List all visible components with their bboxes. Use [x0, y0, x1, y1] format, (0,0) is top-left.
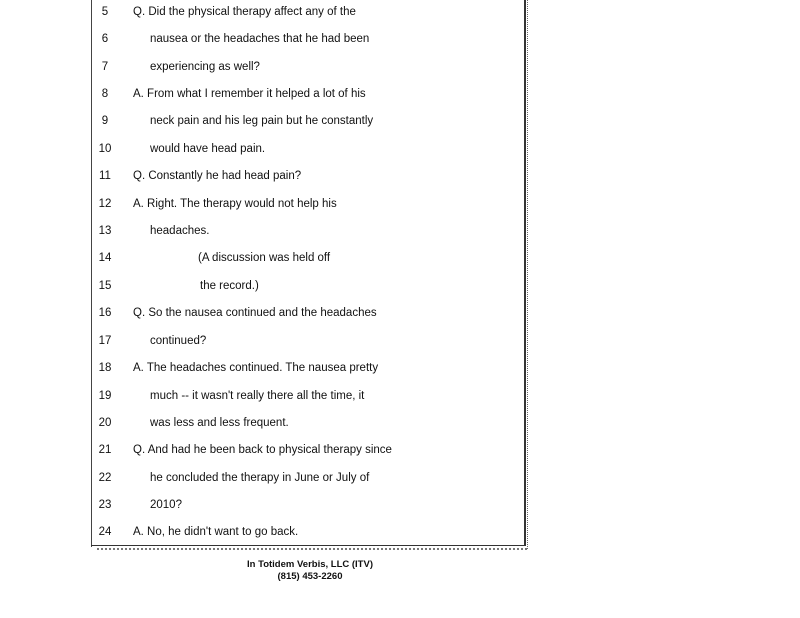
- transcript-line: [0, 276, 520, 296]
- line-text: neck pain and his leg pain but he constantly: [150, 115, 374, 127]
- line-number: 16: [98, 307, 112, 319]
- line-text: much -- it wasn't really there all the time, it: [150, 390, 365, 402]
- line-text: nausea or the headaches that he had been: [150, 33, 370, 45]
- line-text: headaches.: [150, 225, 210, 237]
- line-number: 23: [98, 499, 112, 511]
- transcript-line: [0, 139, 520, 159]
- line-text: Q. So the nausea continued and the headaches: [133, 307, 377, 319]
- transcript-line: [0, 57, 520, 77]
- line-text: A. No, he didn't want to go back.: [133, 526, 299, 538]
- transcript-line: [0, 386, 520, 406]
- line-text: Q. And had he been back to physical therapy since: [133, 444, 392, 456]
- transcript-line: [0, 303, 520, 323]
- line-number: 17: [98, 335, 112, 347]
- transcript-line: [0, 495, 520, 515]
- transcript-line: [0, 166, 520, 186]
- transcript-line: [0, 358, 520, 378]
- line-text: (A discussion was held off: [198, 252, 331, 264]
- transcript-line: [0, 84, 520, 104]
- transcript-line: [0, 221, 520, 241]
- transcript-line: [0, 2, 520, 22]
- line-text: Q. Constantly he had head pain?: [133, 170, 302, 182]
- line-number: 20: [98, 417, 112, 429]
- line-text: the record.): [200, 280, 259, 292]
- line-number: 5: [101, 6, 109, 18]
- line-number: 22: [98, 472, 112, 484]
- line-number: 12: [98, 198, 112, 210]
- line-number: 6: [101, 33, 109, 45]
- line-number: 24: [98, 526, 112, 538]
- line-number: 7: [101, 61, 109, 73]
- transcript-line: [0, 111, 520, 131]
- line-number: 19: [98, 390, 112, 402]
- page-border-left: [91, 0, 92, 547]
- page-border-right-shadow: [527, 0, 528, 549]
- page-border-right: [524, 0, 526, 545]
- line-number: 18: [98, 362, 112, 374]
- page-border-bottom-shadow: [97, 548, 527, 550]
- transcript-line: [0, 194, 520, 214]
- line-number: 21: [98, 444, 112, 456]
- line-number: 10: [98, 143, 112, 155]
- transcript-line: [0, 29, 520, 49]
- line-number: 8: [101, 88, 109, 100]
- line-text: continued?: [150, 335, 207, 347]
- line-text: was less and less frequent.: [150, 417, 289, 429]
- line-number: 14: [98, 252, 112, 264]
- transcript-line: [0, 413, 520, 433]
- footer-phone: (815) 453-2260: [277, 571, 343, 582]
- line-text: would have head pain.: [150, 143, 266, 155]
- line-text: Q. Did the physical therapy affect any of the: [133, 6, 356, 18]
- transcript-line: [0, 522, 520, 542]
- page-border-bottom: [91, 545, 526, 546]
- line-number: 13: [98, 225, 112, 237]
- line-text: experiencing as well?: [150, 61, 260, 73]
- transcript-line: [0, 468, 520, 488]
- line-number: 15: [98, 280, 112, 292]
- transcript-line: [0, 331, 520, 351]
- line-number: 9: [101, 115, 109, 127]
- line-number: 11: [99, 170, 111, 182]
- transcript-line: [0, 440, 520, 460]
- line-text: A. The headaches continued. The nausea pretty: [133, 362, 379, 374]
- line-text: A. Right. The therapy would not help his: [133, 198, 337, 210]
- line-text: A. From what I remember it helped a lot of his: [133, 88, 366, 100]
- line-text: he concluded the therapy in June or July of: [150, 472, 370, 484]
- line-text: 2010?: [150, 499, 182, 511]
- footer-company: In Totidem Verbis, LLC (ITV): [247, 559, 373, 570]
- transcript-line: [0, 248, 520, 268]
